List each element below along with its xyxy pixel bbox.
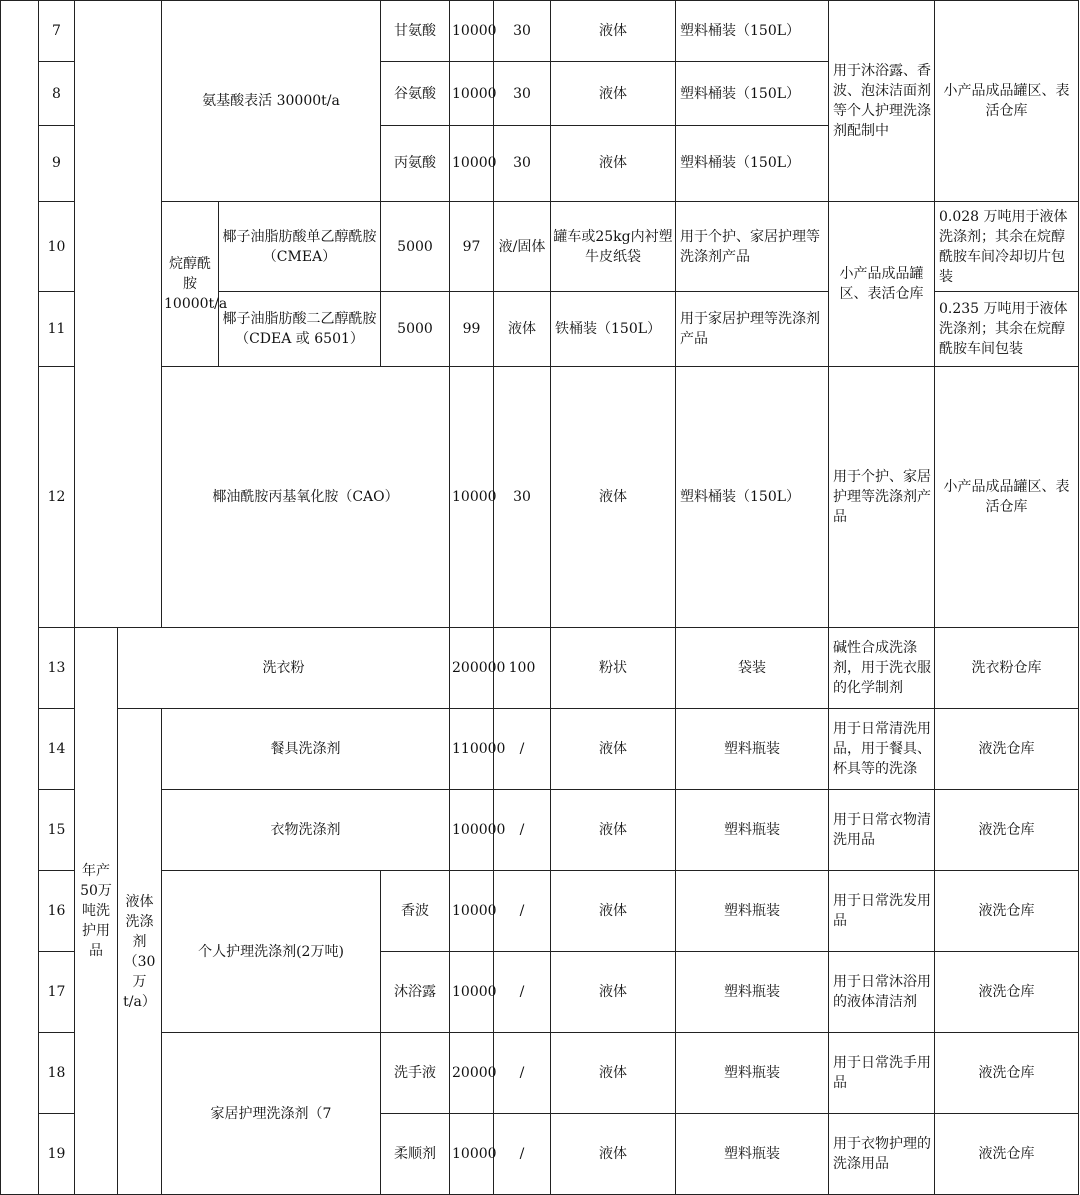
content-pct: / <box>494 709 551 790</box>
row-no: 18 <box>39 1033 75 1114</box>
quantity: 110000 <box>450 709 494 790</box>
product-name: 椰油酰胺丙基氧化胺（CAO） <box>162 367 450 628</box>
row-no: 7 <box>39 1 75 62</box>
quantity: 5000 <box>381 202 450 292</box>
subcategory-cell: 家居护理洗涤剂（7 <box>162 1033 381 1195</box>
package: 塑料瓶装 <box>676 1033 829 1114</box>
product-name: 椰子油脂肪酸单乙醇酰胺（CMEA） <box>219 202 381 292</box>
product-name: 洗手液 <box>381 1033 450 1114</box>
usage: 用于日常洗发用品 <box>829 871 935 952</box>
product-name: 椰子油脂肪酸二乙醇酰胺（CDEA 或 6501） <box>219 292 381 367</box>
table-row <box>1 367 1079 628</box>
form: 液体 <box>551 62 676 125</box>
product-name: 谷氨酸 <box>381 62 450 125</box>
package: 塑料瓶装 <box>676 790 829 871</box>
product-name: 餐具洗涤剂 <box>162 709 450 790</box>
usage: 碱性合成洗涤剂，用于洗衣服的化学制剂 <box>829 628 935 709</box>
row-no: 15 <box>39 790 75 871</box>
quantity: 20000 <box>450 1033 494 1114</box>
product-name: 丙氨酸 <box>381 125 450 201</box>
form: 液体 <box>551 952 676 1033</box>
subcategory-cell: 个人护理洗涤剂(2万吨) <box>162 871 381 1033</box>
usage: 用于沐浴露、香波、泡沫洁面剂等个人护理洗涤剂配制中 <box>829 1 935 202</box>
content-pct: 99 <box>450 292 494 367</box>
form: 液体 <box>551 1114 676 1195</box>
group-cell: 年产50万吨洗护用品 <box>75 628 118 1195</box>
form: 粉状 <box>551 628 676 709</box>
table-row <box>1 1 1079 62</box>
destination: 0.235 万吨用于液体洗涤剂；其余在烷醇酰胺车间包装 <box>935 292 1079 367</box>
row-no: 10 <box>39 202 75 292</box>
form: 液体 <box>551 709 676 790</box>
product-name: 沐浴露 <box>381 952 450 1033</box>
row-no: 11 <box>39 292 75 367</box>
table-row <box>1 202 1079 292</box>
storage: 液洗仓库 <box>935 1033 1079 1114</box>
left-margin-cell <box>1 1 39 1195</box>
content-pct: / <box>494 1114 551 1195</box>
content-pct: / <box>494 871 551 952</box>
content-pct: 30 <box>494 1 551 62</box>
category-cell: 氨基酸表活 30000t/a <box>162 1 381 202</box>
product-name: 衣物洗涤剂 <box>162 790 450 871</box>
package: 塑料桶装（150L） <box>676 1 829 62</box>
storage: 小产品成品罐区、表活仓库 <box>829 202 935 367</box>
product-name: 柔顺剂 <box>381 1114 450 1195</box>
storage: 液洗仓库 <box>935 871 1079 952</box>
usage: 用于衣物护理的洗涤用品 <box>829 1114 935 1195</box>
quantity: 10000 <box>450 952 494 1033</box>
category-cell: 烷醇酰胺 10000t/a <box>162 202 219 367</box>
product-name: 香波 <box>381 871 450 952</box>
row-no: 19 <box>39 1114 75 1195</box>
package: 铁桶装（150L） <box>551 292 676 367</box>
content-pct: / <box>494 952 551 1033</box>
usage: 用于个护、家居护理等洗涤剂产品 <box>676 202 829 292</box>
usage: 用于家居护理等洗涤剂产品 <box>676 292 829 367</box>
form: 液体 <box>551 1033 676 1114</box>
row-no: 12 <box>39 367 75 628</box>
package: 塑料桶装（150L） <box>676 367 829 628</box>
package: 塑料瓶装 <box>676 871 829 952</box>
form: 液体 <box>551 871 676 952</box>
package: 罐车或25kg内衬塑牛皮纸袋 <box>551 202 676 292</box>
package: 塑料桶装（150L） <box>676 125 829 201</box>
product-name: 甘氨酸 <box>381 1 450 62</box>
package: 袋装 <box>676 628 829 709</box>
subcategory-cell: 液体洗涤剂（30万t/a） <box>118 709 162 1195</box>
row-no: 8 <box>39 62 75 125</box>
form: 液体 <box>494 292 551 367</box>
content-pct: / <box>494 790 551 871</box>
storage: 液洗仓库 <box>935 1114 1079 1195</box>
content-pct: 30 <box>494 367 551 628</box>
package: 塑料瓶装 <box>676 709 829 790</box>
form: 液体 <box>551 790 676 871</box>
form: 液/固体 <box>494 202 551 292</box>
table-row <box>1 709 1079 790</box>
storage: 小产品成品罐区、表活仓库 <box>935 1 1079 202</box>
content-pct: 30 <box>494 125 551 201</box>
storage: 小产品成品罐区、表活仓库 <box>935 367 1079 628</box>
package: 塑料桶装（150L） <box>676 62 829 125</box>
table-row <box>1 628 1079 709</box>
storage: 液洗仓库 <box>935 952 1079 1033</box>
content-pct: 97 <box>450 202 494 292</box>
table-row <box>1 1033 1079 1114</box>
package: 塑料瓶装 <box>676 1114 829 1195</box>
destination: 0.028 万吨用于液体洗涤剂；其余在烷醇酰胺车间冷却切片包装 <box>935 202 1079 292</box>
table-row <box>1 871 1079 952</box>
quantity: 10000 <box>450 1114 494 1195</box>
storage: 液洗仓库 <box>935 790 1079 871</box>
row-no: 9 <box>39 125 75 201</box>
quantity: 5000 <box>381 292 450 367</box>
quantity: 200000 <box>450 628 494 709</box>
form: 液体 <box>551 125 676 201</box>
usage: 用于个护、家居护理等洗涤剂产品 <box>829 367 935 628</box>
row-no: 16 <box>39 871 75 952</box>
quantity: 10000 <box>450 1 494 62</box>
table-row <box>1 790 1079 871</box>
row-no: 13 <box>39 628 75 709</box>
group-cell-empty <box>75 1 162 628</box>
row-no: 14 <box>39 709 75 790</box>
quantity: 10000 <box>450 871 494 952</box>
usage: 用于日常衣物清洗用品 <box>829 790 935 871</box>
storage: 液洗仓库 <box>935 709 1079 790</box>
usage: 用于日常沐浴用的液体清洁剂 <box>829 952 935 1033</box>
usage: 用于日常清洗用品，用于餐具、杯具等的洗涤 <box>829 709 935 790</box>
row-no: 17 <box>39 952 75 1033</box>
form: 液体 <box>551 1 676 62</box>
form: 液体 <box>551 367 676 628</box>
quantity: 100000 <box>450 790 494 871</box>
product-name: 洗衣粉 <box>118 628 450 709</box>
content-pct: / <box>494 1033 551 1114</box>
package: 塑料瓶装 <box>676 952 829 1033</box>
quantity: 10000 <box>450 367 494 628</box>
content-pct: 100 <box>494 628 551 709</box>
quantity: 10000 <box>450 125 494 201</box>
quantity: 10000 <box>450 62 494 125</box>
content-pct: 30 <box>494 62 551 125</box>
usage: 用于日常洗手用品 <box>829 1033 935 1114</box>
storage: 洗衣粉仓库 <box>935 628 1079 709</box>
